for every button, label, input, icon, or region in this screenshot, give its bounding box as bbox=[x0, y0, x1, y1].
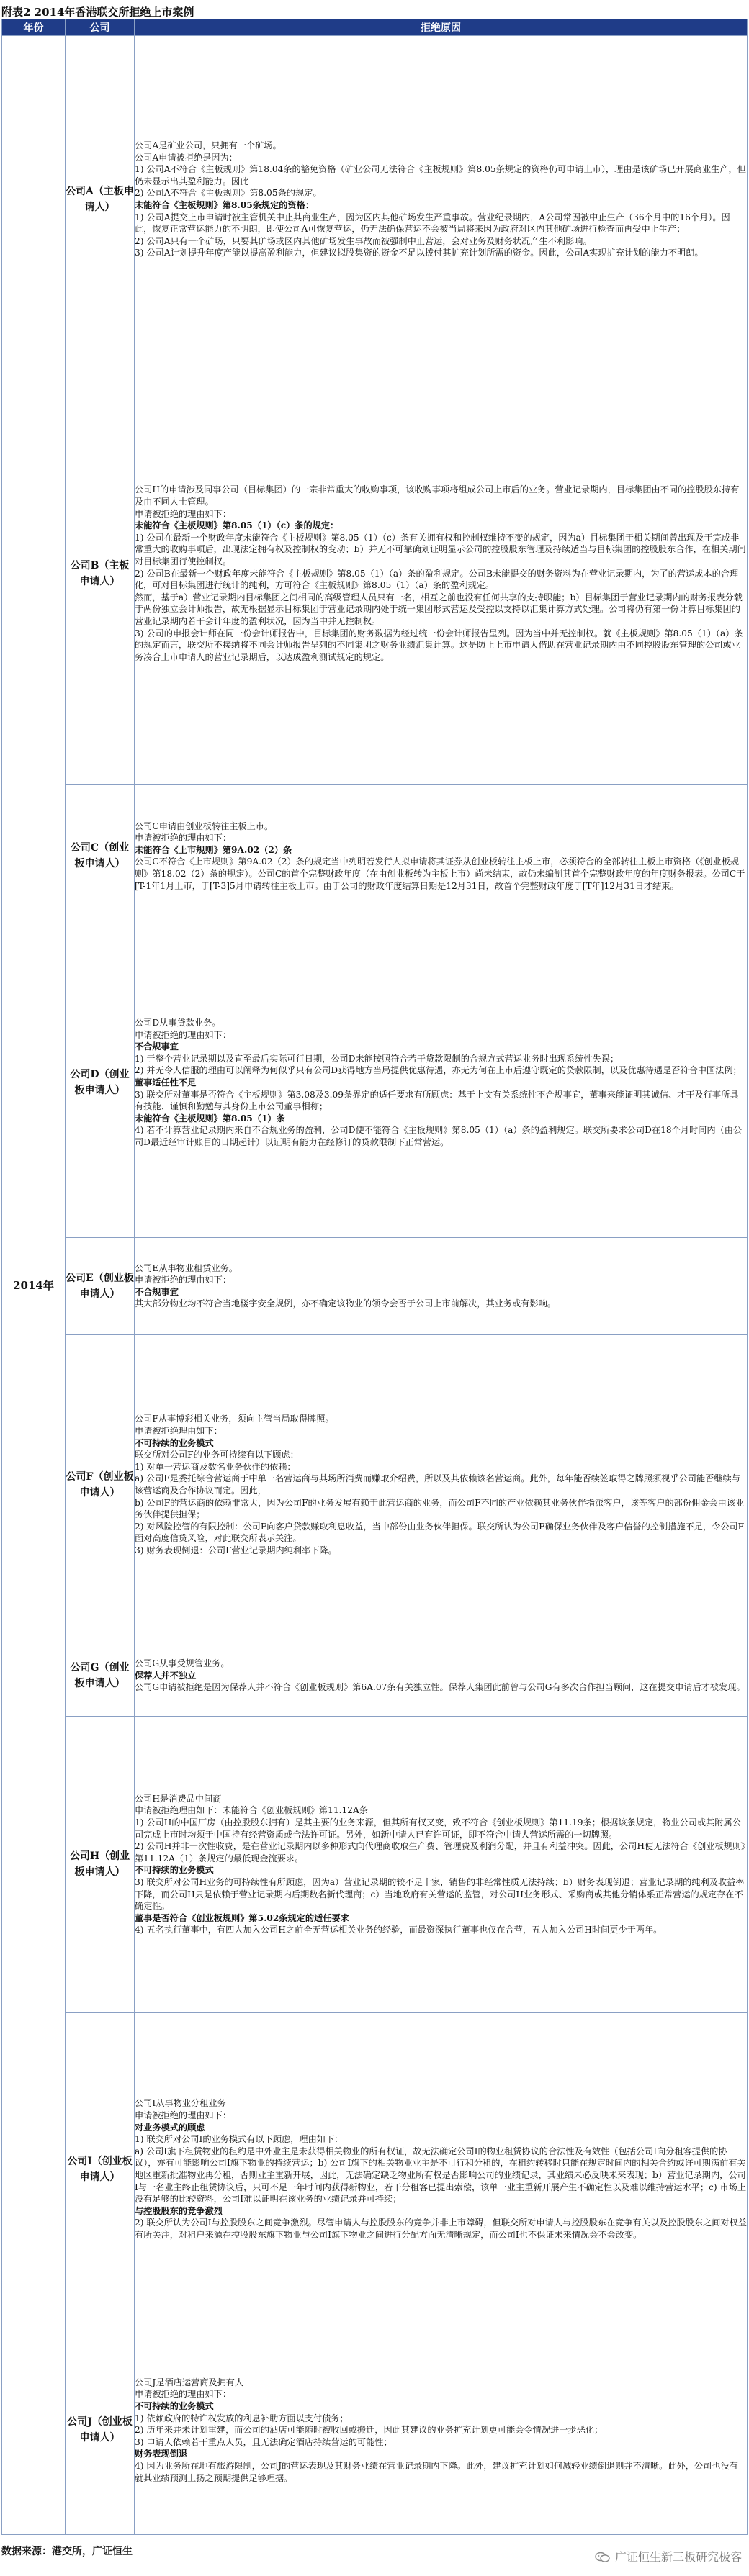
company-cell: 公司C（创业板申请人） bbox=[66, 784, 135, 928]
reason-cell bbox=[135, 1635, 748, 1716]
reason-heading: 财务表现倒退 bbox=[135, 2449, 188, 2459]
wechat-icon bbox=[595, 2552, 611, 2563]
reason-paragraph: 公司A是矿业公司，只拥有一个矿场。 bbox=[135, 140, 282, 150]
reason-paragraph: 公司H的申请涉及同事公司（目标集团）的一宗非常重大的收购事项，该收购事项将组成公司上市后的业务。营业记录期内，目标集团由不同的控股股东持有及由不同人士管理。 bbox=[135, 484, 740, 507]
case-row bbox=[2, 784, 748, 928]
reason-paragraph: 申请被拒绝的理由如下： bbox=[135, 2389, 232, 2400]
reason-paragraph: 公司F从事博彩相关业务，须向主管当局取得牌照。 bbox=[135, 1414, 334, 1424]
header-year: 年份 bbox=[2, 19, 66, 36]
reason-paragraph: 1) 公司H的中国厂房（由控股股东拥有）是其主要的业务来源，但其所有权又变，致不符合《创业板规则》第11.19条；根据该条规定，物业公司或其附属公司完成上市时均须于中国持有经营资质或合法许可证。另外，如新中请人已有许可证，即不符合中请人营运所需的一切牌照。 bbox=[135, 1817, 741, 1840]
reason-heading: 与控股股东的竞争激烈 bbox=[135, 2205, 223, 2216]
reason-paragraph: 公司E从事物业租赁业务。 bbox=[135, 1262, 238, 1273]
reason-paragraph: 申请被拒绝的理由如下： bbox=[135, 1029, 232, 1040]
case-row bbox=[2, 1716, 748, 2012]
reason-paragraph: 公司J是酒店运营商及拥有人 bbox=[135, 2377, 244, 2387]
reason-paragraph: 3) 联交所对董事是否符合《主板规则》第3.08及3.09条界定的适任要求有所顾虑：基于上文有关系统性不合规事宜，董事来能证明其诚信、才干及行事所具有技能、谨慎和勤勉与其身份上市公司董事相称； bbox=[135, 1089, 739, 1112]
reason-heading: 不合规事宜 bbox=[135, 1286, 179, 1297]
reason-heading: 未能符合《主板规则》第8.05（1）（c）条的规定： bbox=[135, 520, 339, 531]
reason-paragraph: 4) 因为业务所在地有旅游限制，公司J的营运表现及其财务业绩在营业记录期内下降。此外，建议扩充计划如何减轻业绩倒退则并不清晰。此外，公司也没有就其业绩预测上扬之预期提供足够理据。 bbox=[135, 2460, 738, 2483]
reason-cell bbox=[135, 1716, 748, 2012]
reason-paragraph: 3) 联交所对公司H业务的可持续性有所顾虑，因为a）营业记录期的较不足十家，销售的非经常性质无法持续；b）财务表现倒退；营业记录期的纯利及收益率下降，而公司H只是依赖于营业记录期内后期数名新代理商；c）当地政府有关营运的监管，对公司H业务形式、采购商或其他分销体系正常营运的规定存在不确定性。 bbox=[135, 1876, 745, 1912]
reason-paragraph: 公司G从事受规管业务。 bbox=[135, 1658, 230, 1668]
case-row bbox=[2, 2013, 748, 2326]
reason-heading: 未能符合《主板规则》第8.05（1）条 bbox=[135, 1113, 285, 1124]
company-cell: 公司H（创业板申请人） bbox=[66, 1716, 135, 2012]
reason-paragraph: 1) 公司在最新一个财政年度未能符合《主板规则》第8.05（1）（c）条有关拥有权和控制权维持不变的规定，因为a）目标集团于相关期间曾出现及于完成非常重大的收购事项后，出现法定拥有权及控制权的变动；b）并无不可靠确划证明显示公司的控股股东管理及持续适当与目标集团的控股股东合作，在相关期间对目标集团行使控制权。 bbox=[135, 532, 746, 566]
company-cell: 公司A（主板申请人） bbox=[66, 36, 135, 363]
table-body bbox=[2, 36, 748, 2535]
case-row bbox=[2, 928, 748, 1237]
reason-cell bbox=[135, 1237, 748, 1334]
case-row bbox=[2, 363, 748, 784]
company-cell: 公司G（创业板申请人） bbox=[66, 1635, 135, 1716]
reason-cell bbox=[135, 363, 748, 784]
reason-paragraph: 公司I从事物业分租业务 bbox=[135, 2098, 226, 2109]
reason-cell bbox=[135, 1334, 748, 1635]
watermark-text: 广证恒生新三板研究极客 bbox=[614, 2550, 742, 2564]
reason-paragraph: 公司D从事贷款业务。 bbox=[135, 1018, 221, 1028]
reason-paragraph: 3) 公司的申报会计师在同一份会计师报告中，目标集团的财务数据为经过统一份会计师报告呈列。因为当中并无控制权。就《主板规则》第8.05（1）（a）条的规定而言，联交所不接纳将不同会计师报告呈列的不同集团之财务业绩汇集计算。这是防止上市申请人借助在营业记录期内由不同控股股东管理的公司或业务凑合上市申请人的营业记录期后，以达成盈利测试规定的规定。 bbox=[135, 628, 743, 662]
reason-heading: 董事适任性不足 bbox=[135, 1077, 197, 1088]
case-row bbox=[2, 1237, 748, 1334]
reason-paragraph: 申请被拒绝理由如下：未能符合《创业板规则》第11.12A条 bbox=[135, 1805, 369, 1816]
reason-paragraph: 1) 公司A不符合《主板规则》第18.04条的豁免资格（矿业公司无法符合《主板规则》第8.05条规定的资格仍可申请上市），理由是该矿场已开展商业生产，但仍未显示出其盈利能力。因此 bbox=[135, 164, 746, 186]
reason-cell bbox=[135, 2326, 748, 2534]
reason-paragraph: 3) 财务表现倒退：公司F营业记录期内纯利率下降。 bbox=[135, 1545, 337, 1555]
reason-paragraph: 公司C申请由创业板转往主板上市。 bbox=[135, 821, 274, 831]
company-cell: 公司E（创业板申请人） bbox=[66, 1237, 135, 1334]
page-title: 附表2 2014年香港联交所拒绝上市案例 bbox=[1, 6, 194, 19]
reason-paragraph: 1) 于整个营业记录期以及直至最后实际可行日期，公司D未能按照符合若干贷款限制的合规方式营运业务时出现系统性失误； bbox=[135, 1053, 619, 1064]
reason-paragraph: 1) 依赖政府的特许权发放的利息补助方面以支付债务； bbox=[135, 2413, 349, 2423]
reason-paragraph: 公司G申请被拒绝是因为保荐人并不符合《创业板规则》第6A.07条有关独立性。保荐人集团此前曾与公司G有多次合作担当顾问，这在提交申请后才被发现。 bbox=[135, 1682, 745, 1693]
case-row bbox=[2, 1635, 748, 1716]
header-reason: 拒绝原因 bbox=[135, 19, 748, 36]
reason-heading: 未能符合《上市规则》第9A.02（2）条 bbox=[135, 844, 292, 855]
reason-heading: 不可持续的业务模式 bbox=[135, 2401, 214, 2411]
reason-paragraph: 2) 公司B在最新一个财政年度未能符合《主板规则》第8.05（1）（a）条的盈利规定。公司B未能提交的财务资料为在营业记录期内，为了的营运成本的合理化，可对目标集团进行统计的纯利，方可符合《主板规则》第8.05（1）（a）条的盈利规定。 bbox=[135, 568, 739, 591]
header-company: 公司 bbox=[66, 19, 135, 36]
reason-cell bbox=[135, 784, 748, 928]
case-row bbox=[2, 1334, 748, 1635]
reason-paragraph: 公司H是消费品中间商 bbox=[135, 1793, 222, 1804]
reason-paragraph: 3) 公司A计划提升年度产能以提高盈利能力，但建议拟股集资的资金不足以拨付其扩充计划所需的资金。因此，公司A实现扩充计划的能力不明朗。 bbox=[135, 248, 704, 258]
reason-paragraph: 联交所对公司F的业务可持续有以下顾虑： bbox=[135, 1450, 299, 1460]
reason-paragraph: 申请被拒绝的理由如下： bbox=[135, 508, 232, 519]
reason-paragraph: 4) 五名执行董事中，有四人加入公司H之前全无营运相关业务的经验，而最资深执行董事也仅在合营，五人加入公司H时间更少于两年。 bbox=[135, 1925, 663, 1935]
reason-heading: 董事是否符合《创业板规则》第5.02条规定的适任要求 bbox=[135, 1912, 349, 1923]
reason-paragraph: 申请被拒绝的理由如下： bbox=[135, 2110, 232, 2121]
reason-paragraph: 申请被拒绝理由如下： bbox=[135, 1425, 223, 1436]
reason-paragraph: 1) 对单一营运商及数名业务伙伴的依赖： bbox=[135, 1461, 296, 1472]
reason-paragraph: b) 公司F的营运商的依赖非常大，因为公司F的业务发展有赖于此营运商的业务，而公司F不同的产业依赖其业务伙伴指派客户，该等客户的部份佣金会由该业务伙伴提供担保； bbox=[135, 1497, 745, 1520]
reason-paragraph: 1) 联交所对公司I的业务模式有以下顾虑，理由如下： bbox=[135, 2134, 344, 2145]
reason-cell bbox=[135, 36, 748, 363]
reason-heading: 保荐人并不独立 bbox=[135, 1670, 197, 1681]
watermark bbox=[595, 2548, 742, 2564]
reason-paragraph: 2) 公司A不符合《主板规则》第8.05条的规定。 bbox=[135, 188, 322, 199]
reason-paragraph: 申请被拒绝的理由如下： bbox=[135, 1275, 232, 1285]
case-row bbox=[2, 2326, 748, 2534]
reason-heading: 不可持续的业务模式 bbox=[135, 1865, 214, 1876]
reason-heading: 不合规事宜 bbox=[135, 1041, 179, 1052]
reason-paragraph: 公司A申请被拒绝是因为： bbox=[135, 152, 238, 163]
reason-paragraph: 2) 公司H并非一次性收费，是在营业记录期内以多种形式向代理商收取生产费、管理费及利润分配，并且有利益冲突。因此，公司H便无法符合《创业板规则》第11.12A（1）条规定的最低现金流要求。 bbox=[135, 1841, 746, 1863]
reason-paragraph: 2) 公司A只有一个矿场，只要其矿场或区内其他矿场发生事故而被强制中止营运，会对业务及财务状况产生不利影响。 bbox=[135, 235, 592, 246]
reason-heading: 对业务模式的顾虑 bbox=[135, 2122, 205, 2133]
reason-paragraph: 2) 历年来并未计划重建，而公司的酒店可能随时被收回或搬迁，因此其建议的业务扩充计划更可能会令情况进一步恶化； bbox=[135, 2425, 604, 2436]
company-cell: 公司I（创业板申请人） bbox=[66, 2013, 135, 2326]
reason-heading: 不可持续的业务模式 bbox=[135, 1437, 214, 1448]
reason-paragraph: 2) 并无令人信服的理由可以阐释为何似乎只有公司D获得地方当局提供优惠待遇，亦无为何在上市后遵守既定的贷款限制，以及优惠待遇是否符合中国法例； bbox=[135, 1065, 742, 1076]
year-cell: 2014年 bbox=[2, 36, 66, 2535]
company-cell: 公司B（主板申请人） bbox=[66, 363, 135, 784]
reason-paragraph: a) 公司I旗下租赁物业的租约是中外业主是未获得相关物业的所有权证，故无法确定公司I的物业租赁协议的合法性及有效性（包括公司I向分租客提供的协议），亦有可能影响公司I旗下物业的持续营运；b) 公司I旗下的相关物业业主是不可行和分租的，在租约转移时只能在规定时间内的相关合约或许可期满前有关地区重新批准物业再分租，否则业主重新开展，因此，无法确定缺乏物业所有权是否影响公司的业绩记录，其业绩未必反映未来表现；b）营业记录期内，公司I与一名业主终止租赁协议后，只可不足一年时间内获得新物业，若干分租客已提出索偿，该单一业主重新开展产生不确定性以及难以维持营运水平；c) 市场上没有足够的比较资料，公司I难以证明在该业务的业绩记录并可持续； bbox=[135, 2146, 747, 2205]
reason-paragraph: 公司C不符合《上市规则》第9A.02（2）条的规定当中列明若发行人拟申请将其证券从创业板转往主板上市，必须符合的全部转往主板上市资格（《创业板规则》第18.02（2）条的规定）。公司C的首个完整财政年度（在由创业板转为主板上市）尚未结束，故仍未编制其首个完整财政年度的年度财务报表。公司C于[T-1年1月上市，于[T-3]5月申请转往主板上市。由于公司的财政年度结算日期是12月31日，故首个完整财政年度于[T年]12月31日才结束。 bbox=[135, 857, 745, 891]
case-row bbox=[2, 36, 748, 363]
reason-paragraph: 2) 对风险控管的有限控制：公司F向客户贷款赚取利息收益，当中部份由业务伙伴担保。联交所认为公司F确保业务伙伴及客户信誉的控制措施不足，令公司F面对高度信贷风险，对此联交所表示关注。 bbox=[135, 1521, 745, 1544]
table-header-row bbox=[2, 19, 748, 36]
reason-paragraph: 4) 若不计算营业记录期内来自不合规业务的盈利，公司D便不能符合《主板规则》第8.05（1）（a）条的盈利规定。联交所要求公司D在18个月时间内（由公司D最近经审计账目的日期起计）以证明有能力在经修订的贷款限制下正常营运。 bbox=[135, 1125, 743, 1147]
reason-paragraph: 2) 联交所认为公司I与控股股东之间竞争激烈。尽管申请人与控股股东的竞争并非上市障碍，但联交所对申请人与控股股东在竞争有关以及控股股东之间对权益有所关注，对租户来源在控股股东旗下物业与公司I旗下物业之间进行分配方面无清晰规定，而公司I也不保证未来情况会不会改变。 bbox=[135, 2218, 747, 2240]
reason-paragraph: 然而，基于a）营业记录期内目标集团之间相同的高级管理人员只有一名，相互之前也没有任何共享的支持职能；b）目标集团于营业记录期内的财务报表分载于两份独立会计师报告，故无根据显示目标集团于营业记录期内处于统一集团形式营运及受控以支持以汇集计算方式处理。公司将仍有第一份计算目标集团的营业记录期内若干会计年度的盈利状况，因为当中并无控制权。 bbox=[135, 592, 743, 626]
reason-paragraph: 1) 公司A提交上市申请时被主管机关中止其商业生产，因为区内其他矿场发生严重事故。营业纪录期内，A公司常因被中止生产（36个月中的16个月）。因此，恢复正常营运能力的不明朗，即使公司A可恢复营运，仍无法确保营运不会被当局将来因为政府对区内其他矿场进行检查而再受中止生产； bbox=[135, 212, 730, 235]
source-note: 数据来源：港交所，广证恒生 bbox=[1, 2546, 133, 2557]
company-cell: 公司D（创业板申请人） bbox=[66, 928, 135, 1237]
reason-paragraph: 3) 申请人依赖若干重点人员，且无法确定酒店持续营运的可能性； bbox=[135, 2436, 393, 2447]
company-cell: 公司F（创业板申请人） bbox=[66, 1334, 135, 1635]
reason-paragraph: 其大部分物业均不符合当地楼宇安全规例，亦不确定该物业的领令会否于公司上市前解决，其业务或有影响。 bbox=[135, 1298, 556, 1309]
company-cell: 公司J（创业板申请人） bbox=[66, 2326, 135, 2534]
cases-table bbox=[1, 19, 748, 2535]
reason-cell bbox=[135, 2013, 748, 2326]
reason-heading: 未能符合《主板规则》第8.05条规定的资格： bbox=[135, 199, 315, 210]
reason-paragraph: a) 公司F是委托综合营运商于中单一名营运商与其场所消费而赚取介绍费，所以及其依赖该名营运商。此外，每年能否续签取得之牌照须视乎公司能否继续与该营运商及合作协议而定。因此， bbox=[135, 1473, 740, 1496]
reason-cell bbox=[135, 928, 748, 1237]
reason-paragraph: 申请被拒绝的理由如下： bbox=[135, 833, 232, 844]
